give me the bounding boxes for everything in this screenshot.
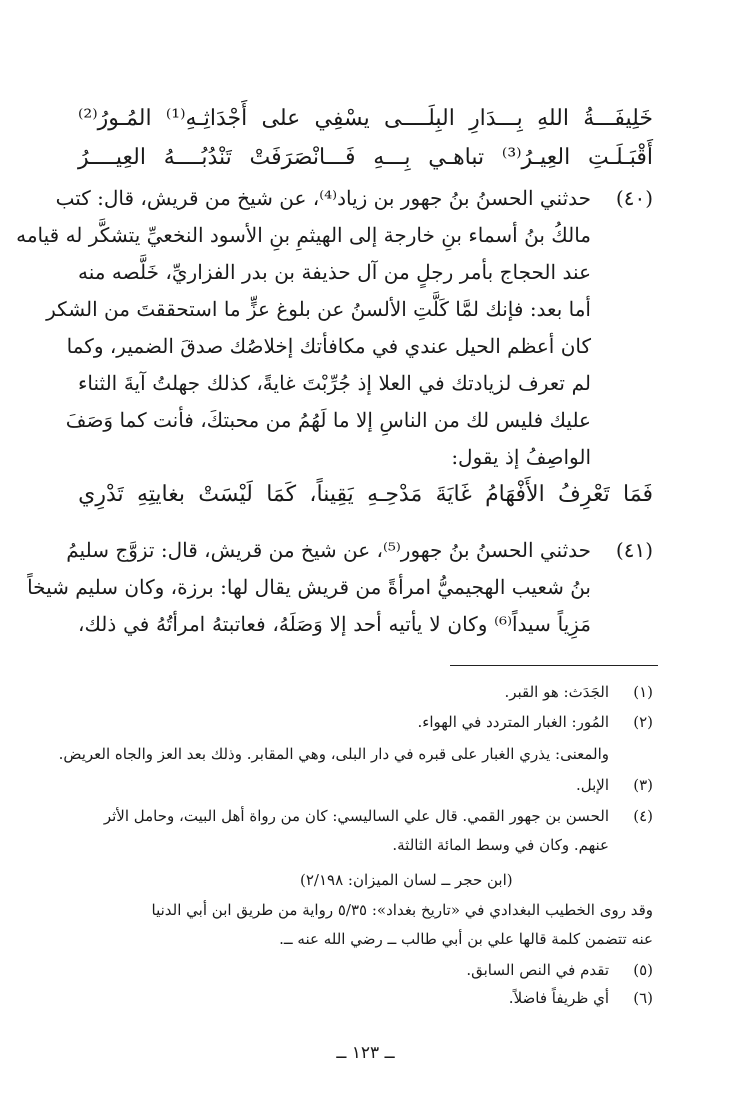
- footnote-4-note: [78, 898, 653, 922]
- verse-word: يَقِيناً،: [309, 482, 354, 507]
- footnote-divider: [450, 665, 658, 666]
- footnote-5: [78, 958, 653, 982]
- verse-word: خَلِيفَـــةُ: [583, 106, 653, 131]
- text-line: حدثني الحسنُ بنُ جهور⁽⁵⁾، عن شيخ من قريش، قال: تزوَّج سليمُ: [66, 538, 591, 562]
- verse-word: الأَفْهَامُ: [485, 482, 545, 507]
- verse-word: يسْفِي: [314, 106, 370, 131]
- text-line: كان أعظم الحيل عندي في مكافأتك إخلاصُك صدقَ الضمير، وكما: [66, 334, 591, 358]
- footnote-3: [78, 773, 653, 797]
- footnote-text: الجَدَث: هو القبر.: [504, 683, 609, 701]
- verse-line-3: [78, 482, 653, 507]
- verse-line-1: [78, 106, 653, 131]
- footnote-number: (٣): [633, 776, 653, 794]
- footnote-text: (ابن حجر ــ لسان الميزان: ٢/١٩٨): [300, 871, 513, 889]
- footnote-number: (١): [633, 683, 653, 701]
- footnote-text: عنه تتضمن كلمة قالها علي بن أبي طالب ــ رضي الله عنه ــ.: [279, 930, 653, 948]
- text-line: لم تعرف لزيادتك في العلا إذ جُرِّبْتَ غايةً، كذلك جهلتُ آيةَ الثناء: [78, 371, 591, 395]
- footnote-text: والمعنى: يذري الغبار على قبره في دار البلى، وهي المقابر. وذلك بعد العز والجاه العريض.: [58, 745, 609, 763]
- verse-word: تَدْرِي: [78, 482, 124, 507]
- verse-word: كَمَا: [266, 482, 297, 507]
- verse-word: العِيـرُ⁽³⁾: [501, 145, 571, 170]
- text-line-last: الواصِفُ إذ يقول:: [451, 445, 591, 469]
- footnote-number: (٢): [633, 713, 653, 731]
- verse-word: لَيْسَتْ: [198, 482, 253, 507]
- text-line: عند الحجاج بأمر رجلٍ من آل حذيفة بن بدر الفزاريِّ، خَلَّصه منه: [78, 260, 591, 284]
- footnote-2: [78, 710, 653, 734]
- footnote-4-note-cont: [78, 927, 653, 951]
- footnote-6: [78, 986, 653, 1010]
- text-line: حدثني الحسنُ بنُ جهور بن زياد⁽⁴⁾، عن شيخ من قريش، قال: كتب: [55, 186, 591, 210]
- verse-word: أَجْدَاثِـهِ⁽¹⁾: [165, 106, 248, 131]
- footnote-number: (٦): [633, 989, 653, 1007]
- verse-word: على: [261, 106, 301, 131]
- footnote-text: وقد روى الخطيب البغدادي في «تاريخ بغداد»: ٥/٣٥ رواية من طريق ابن أبي الدنيا: [151, 901, 653, 919]
- verse-word: فَـــانْصَرَفَتْ: [249, 145, 356, 170]
- verse-word: بِـــدَارِ: [469, 106, 523, 131]
- text-line: مالكُ بنُ أسماء بنِ خارجة إلى الهيثمِ بنِ الأسود النخعيِّ يتشكَّر له قيامه: [16, 223, 591, 247]
- footnote-2-meaning: [58, 742, 653, 766]
- footnote-1: [78, 680, 653, 704]
- entry-40: [16, 180, 653, 476]
- text-line: بنُ شعيب الهجيميُّ امرأةً من قريش يقال لها: برزة، وكان سليم شيخاً: [27, 575, 591, 599]
- verse-word: تباهـي: [428, 145, 485, 170]
- footnote-number: (٥): [633, 961, 653, 979]
- page-number: ــ ١٢٣ ــ: [336, 1043, 395, 1063]
- footnote-number: (٤): [633, 807, 653, 825]
- text-line: أما بعد: فإنك لمَّا كَلَّتِ الألسنُ عن بلوغ عزٍّ ما استحققتَ من الشكر: [46, 297, 591, 321]
- verse-word: تَنْدُبُــــهُ: [163, 145, 232, 170]
- footnote-4-citation: [300, 868, 653, 892]
- text-line: مَزِياً سيداً⁽⁶⁾ وكان لا يأتيه أحد إلا وَصَلَهُ، فعاتبتهُ امرأتُهُ في ذلك،: [78, 612, 592, 636]
- footnote-text: تقدم في النص السابق.: [466, 961, 609, 979]
- footnote-text: عنهم. وكان في وسط المائة الثالثة.: [392, 836, 609, 854]
- verse-word: بِـــهِ: [373, 145, 411, 170]
- verse-word: مَدْحِـهِ: [367, 482, 423, 507]
- entry-number: (٤١): [615, 538, 653, 562]
- footnote-text: أي ظريفاً فاضلاً.: [508, 989, 609, 1007]
- footnote-text: الإبل.: [575, 776, 609, 794]
- verse-word: أَقْبَـلَـتِ: [587, 145, 653, 170]
- footnote-text: المُور: الغبار المتردد في الهواء.: [417, 713, 609, 731]
- footnote-4: [78, 804, 653, 828]
- verse-line-2: [78, 145, 653, 170]
- entry-number: (٤٠): [615, 186, 653, 210]
- footnote-4-cont: [78, 833, 653, 857]
- verse-word: غَايَةَ: [435, 482, 472, 507]
- text-line: عليك فليس لك من الناسِ إلا ما لَهُمُ من محبتكَ، فأنت كما وَصَفَ: [65, 408, 591, 432]
- verse-word: بغايتِهِ: [136, 482, 185, 507]
- verse-word: اللهِ: [537, 106, 569, 131]
- footnote-text: الحسن بن جهور القمي. قال علي الساليسي: كان من رواة أهل البيت، وحامل الأثر: [103, 807, 609, 825]
- entry-body: [27, 532, 592, 643]
- verse-word: تَعْرِفُ: [558, 482, 610, 507]
- verse-word: المُـورُ⁽²⁾: [78, 106, 152, 131]
- entry-body: [16, 180, 591, 476]
- entry-41: [27, 532, 653, 643]
- verse-word: العِيــــرُ: [78, 145, 146, 170]
- verse-word: فَمَا: [623, 482, 653, 507]
- verse-word: البِلَــــى: [383, 106, 455, 131]
